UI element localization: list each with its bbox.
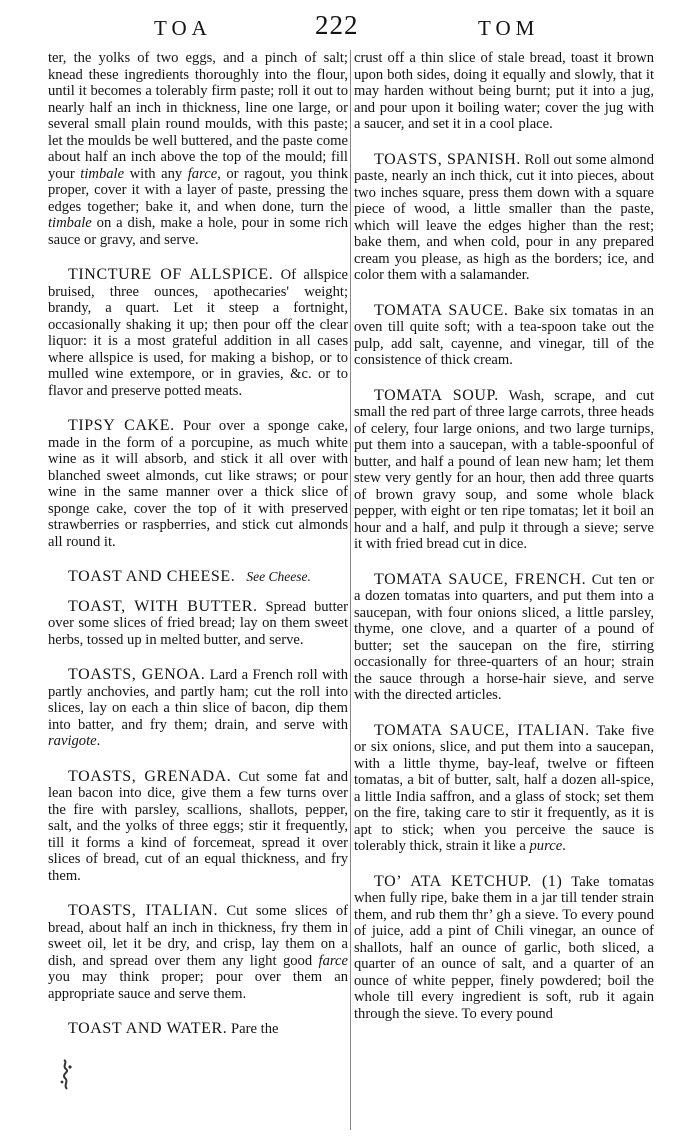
running-head-right: TOM — [478, 16, 540, 40]
cross-reference: See Cheese. — [246, 569, 311, 584]
right-column — [354, 50, 654, 1022]
entry-heading: TOMATA SAUCE, ITALIAN. — [374, 721, 590, 739]
entry-tomata-ketchup: TO’ ATA KETCHUP. (1) Take tomatas when fully ripe, bake them in a jar till tender strain them, and rub them thr’ gh a sieve. To every pound of juice, add a pint of Chili vinegar, an ounce of shallots, half an ounce of garlic, both sliced, a quarter of an ounce of salt, and a quarter of an ounce of white pepper, finely powdered; boil the whole till every ingredient is soft, rub it again through the sieve. To every pound — [354, 872, 654, 1022]
entry-toast-and-water: TOAST AND WATER. Pare the — [68, 1020, 279, 1037]
entry-toasts-genoa: TOASTS, GENOA. Lard a French roll with partly anchovies, and partly ham; cut the roll into slices, lay on each a thin slice of bacon, dip them into batter, and fry them; drain, and serve with ravigote. — [48, 666, 348, 749]
running-head — [0, 6, 700, 42]
entry-tipsy-cake: TIPSY CAKE. Pour over a sponge cake, made in the form of a porcupine, as much white wine as it will absorb, and stick it all over with blanched sweet almonds, cut like straws; or pour wine in the same manner over a thick slice of sponge cake, cover the top of it with preserved strawberries or raspberries, and stick cut almonds all round it. — [48, 417, 348, 550]
left-column — [48, 50, 348, 1038]
entry-tomata-sauce-french: TOMATA SAUCE, FRENCH. Cut ten or a dozen tomatas into quarters, and put them into a saucepan, with four onions sliced, a little parsley, thyme, one clove, and a quarter of a pound of butter; set the saucepan on the fire, stirring occasionally for three-quarters of an hour; strain the sauce through a horse-hair sieve, and serve with the directed articles. — [354, 570, 654, 703]
entry-tomata-sauce: TOMATA SAUCE. Bake six tomatas in an oven till quite soft; with a tea-spoon take out the pulp, add salt, cayenne, and vinegar, till of the consistence of thick cream. — [354, 301, 655, 368]
entry-heading: TOMATA SAUCE. — [374, 301, 509, 319]
entry-heading: TOMATA SOUP. — [374, 386, 499, 404]
entry-heading: TOASTS, ITALIAN. — [68, 902, 219, 919]
column-rule — [350, 50, 351, 1130]
entry-heading: TO’ ATA KETCHUP. (1) — [374, 872, 563, 890]
entry-heading: TOASTS, GENOA. — [68, 666, 206, 683]
entry-tincture-of-allspice: TINCTURE OF ALLSPICE. Of allspice bruised, three ounces, apothecaries' weight; brandy, a quart. Let it steep a fortnight, occasionally shaking it up; then pour off the clear liquor: it is a most grateful addition in all cases where allspice is used, for making a bishop, or to mulled wine extempore, or in gravies, &c. or to flavor and preserve potted meats. — [48, 266, 348, 399]
entry-heading: TOASTS, SPANISH. — [374, 150, 521, 168]
entry-tomata-sauce-italian: TOMATA SAUCE, ITALIAN. Take five or six onions, slice, and put them into a saucepan, with a little thyme, bay-leaf, twelve or fifteen tomatas, a bit of butter, salt, half a dozen all-spice, a little India saffron, and a glass of stock; set them on the fire, taking care to stir it frequently, as it is apt to stick; when you perceive the sauce is tolerably thick, strain it like a purce. — [354, 721, 655, 854]
running-head-left: TOA — [154, 16, 212, 40]
entry-heading: TOAST AND WATER. — [68, 1020, 228, 1037]
ink-blot-mark — [58, 1058, 78, 1092]
entry-heading: TOASTS, GRENADA. — [68, 767, 232, 785]
entry-toasts-italian: TOASTS, ITALIAN. Cut some slices of bread, about half an inch in thickness, fry them in sweet oil, let it be dry, and crisp, lay them on a dish, and spread over them any light good farce you may think proper; pour over them an appropriate sauce and serve them. — [48, 902, 348, 1002]
entry-continuation: crust off a thin slice of stale bread, toast it brown upon both sides, doing it equally and slowly, that it may harden without being burnt; put it into a jug, and pour upon it boiling water; cover the jug with a saucer, and set it in a cool place. — [354, 50, 654, 132]
page-number: 222 — [315, 10, 359, 40]
entry-toast-and-cheese — [48, 569, 348, 586]
entry-heading: TINCTURE OF ALLSPICE. — [68, 266, 274, 283]
entry-toasts-spanish: TOASTS, SPANISH. Roll out some almond paste, nearly an inch thick, cut it into pieces, about two inches square, press them down with a square piece of wood, a little smaller than the paste, which will leave the edges higher than the rest; bake them, and when cold, pour in any prepared cream you please, as high as the borders; ice, and color them with a salamander. — [354, 150, 654, 283]
entry-heading: TOAST, WITH BUTTER. — [68, 597, 258, 615]
entry-toast-with-butter: TOAST, WITH BUTTER. Spread butter over some slices of fried bread; lay on them sweet herbs, tossed up in melted butter, and serve. — [48, 597, 348, 648]
entry-heading: TIPSY CAKE. — [68, 417, 175, 434]
entry-heading: TOMATA SAUCE, FRENCH. — [374, 570, 587, 588]
entry-continuation: ter, the yolks of two eggs, and a pinch of salt; knead these ingredients thoroughly into the flour, until it becomes a tolerably firm paste; roll it out to nearly half an inch in thickness, line one large, or several small plain round moulds, with this paste; let the moulds be well buttered, and the paste come about half an inch above the top of the mould; fill your timbale with any farce, or ragout, you think proper, cover it with a layer of paste, pressing the edges together; bake it, and when done, turn the timbale on a dish, make a hole, pour in some rich sauce or gravy, and serve. — [48, 50, 348, 248]
entry-heading: TOAST AND CHEESE. — [68, 568, 236, 585]
entry-toasts-grenada: TOASTS, GRENADA. Cut some fat and lean bacon into dice, give them a few turns over the fire with parsley, scallions, shallots, pepper, salt, and the yolks of three eggs; stir it frequently, till it forms a kind of forcemeat, spread it over slices of bread, cut of an equal thickness, and fry them. — [48, 767, 349, 884]
entry-tomata-soup: TOMATA SOUP. Wash, scrape, and cut small the red part of three large carrots, three heads of celery, four large onions, and two large turnips, put them into a saucepan, with a table-spoonful of butter, and half a pound of lean new ham; let them stew very gently for an hour, then add three quarts of brown gravy soup, and some whole black pepper, with eight or ten ripe tomatas; let it boil an hour and a half, and pulp it through a sieve; serve it with fried bread cut in dice. — [354, 386, 655, 552]
